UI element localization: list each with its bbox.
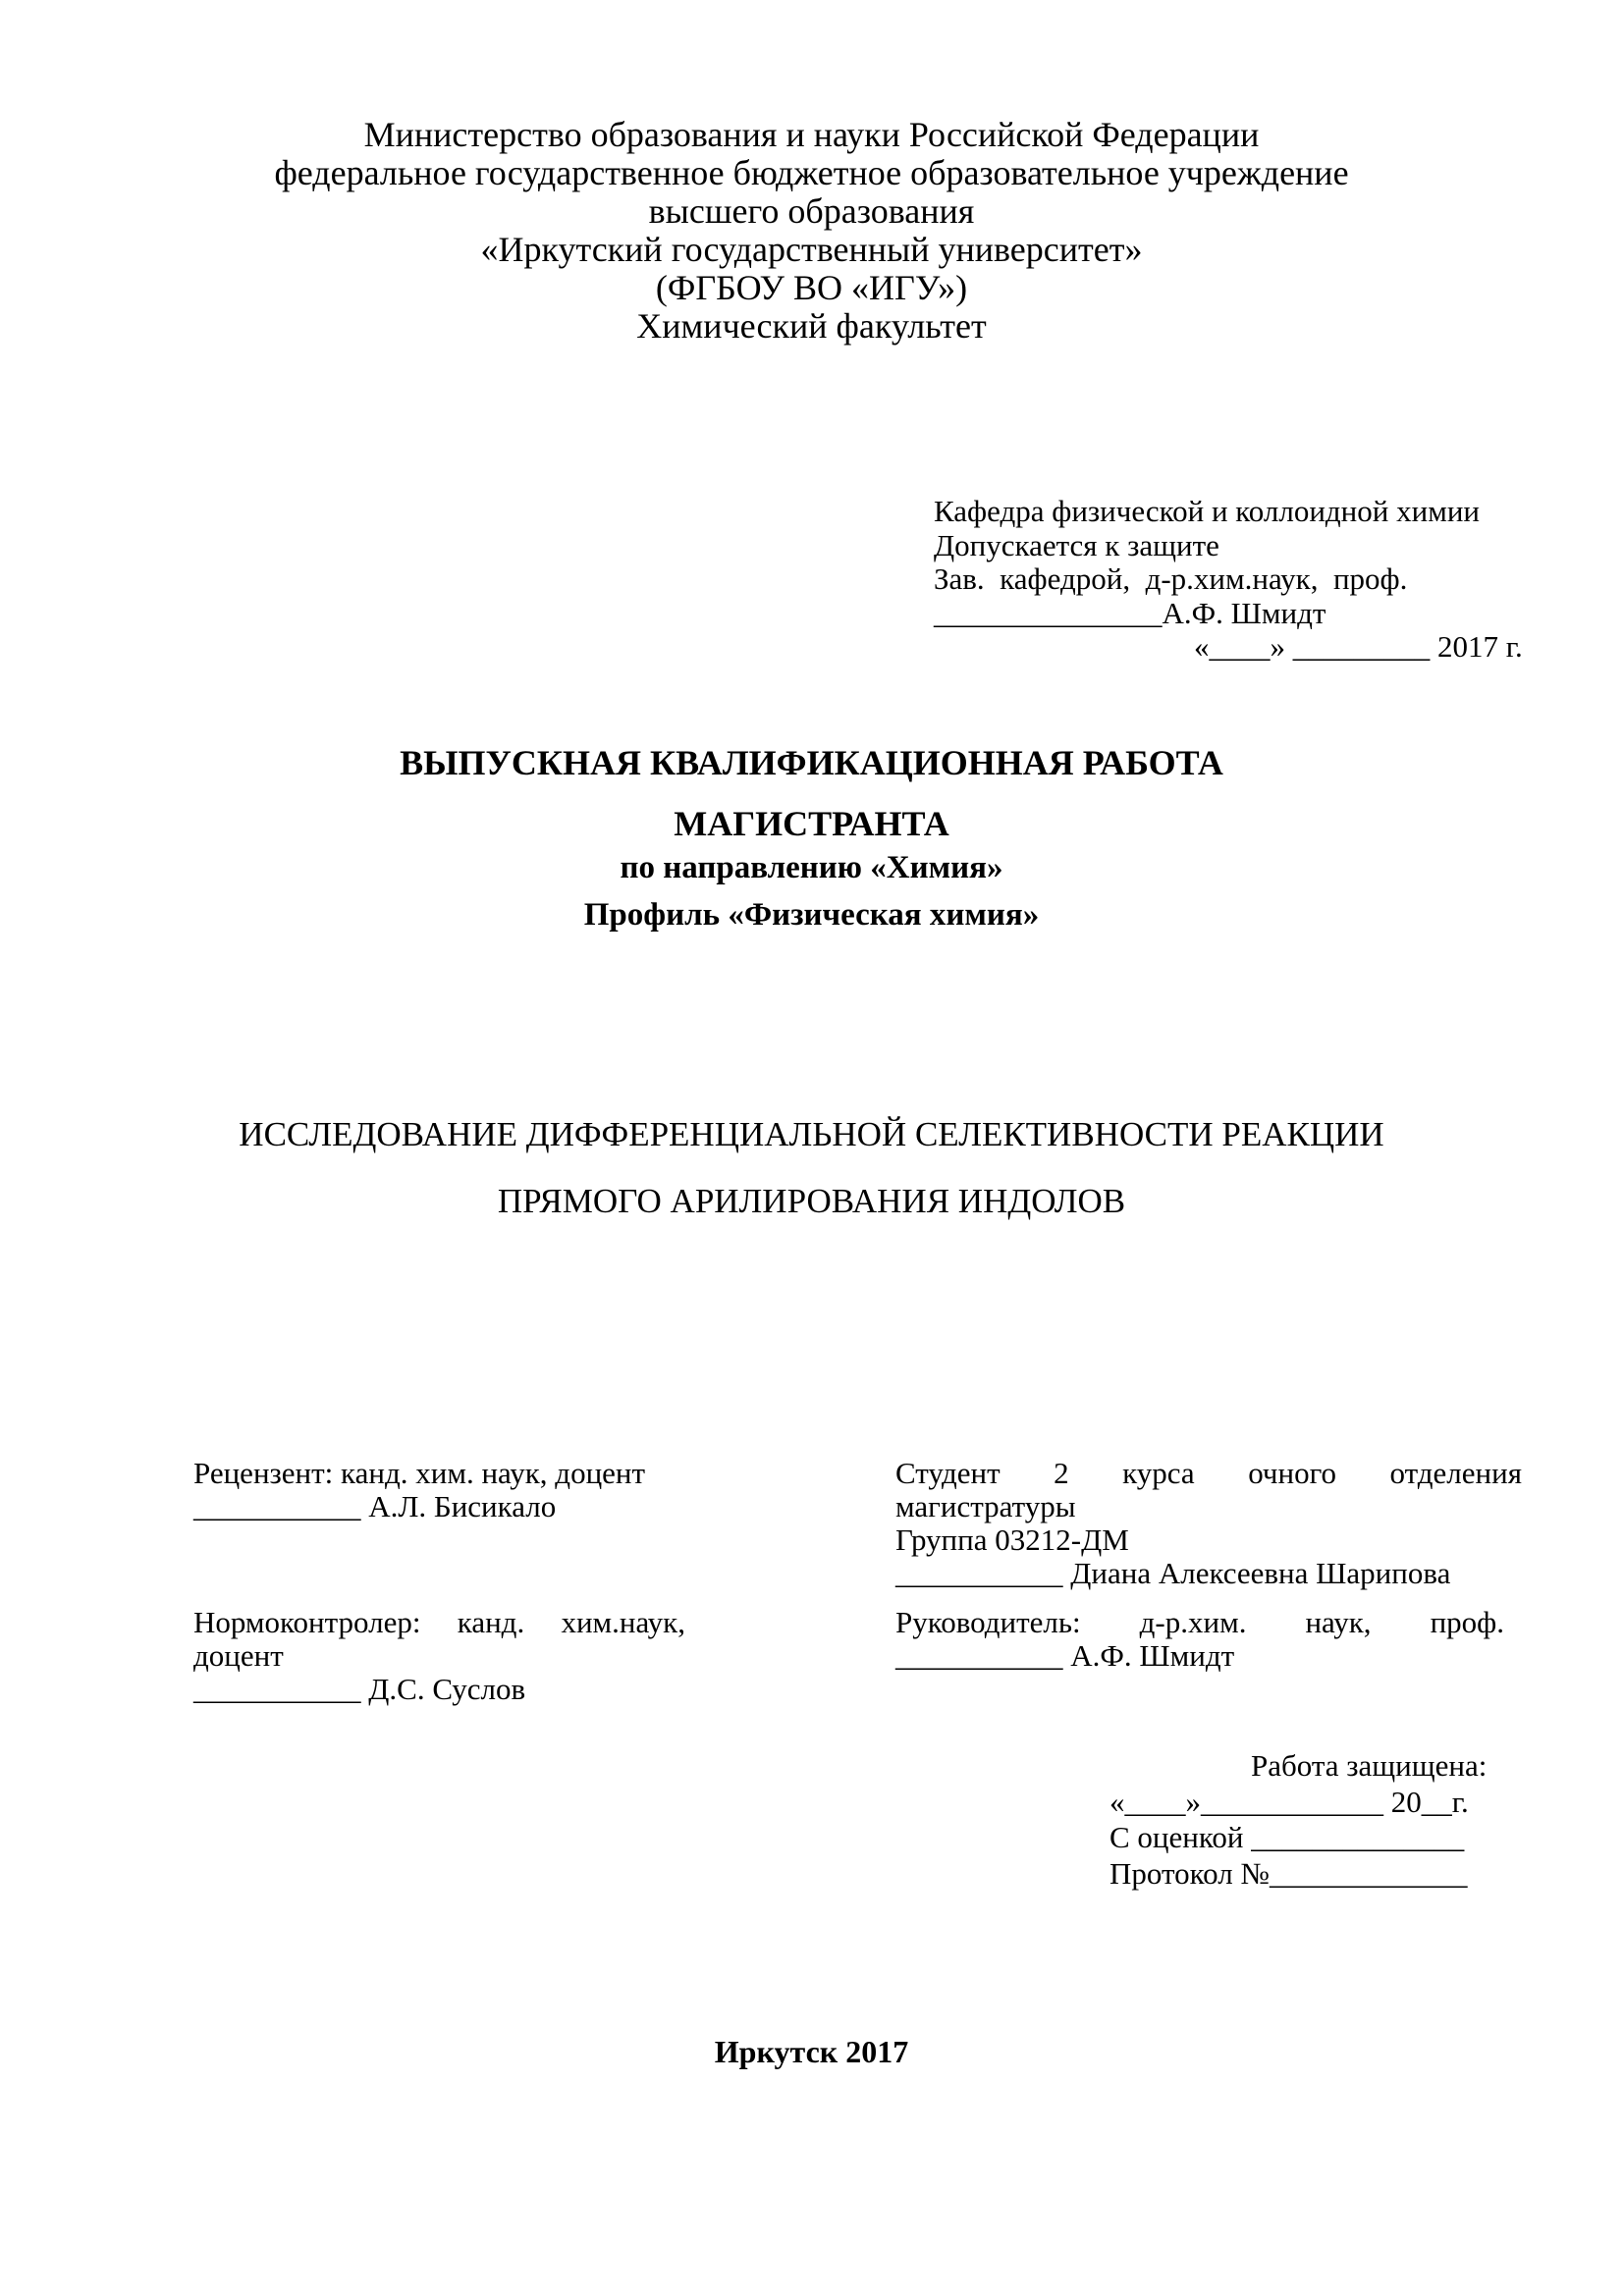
student-word: очного [1248, 1456, 1337, 1490]
supervisor-word: проф. [1430, 1605, 1504, 1639]
admitted-line: Допускается к защите [934, 527, 1219, 562]
reviewer-title: Рецензент: канд. хим. наук, доцент [193, 1456, 646, 1490]
supervisor-signature: ___________ А.Ф. Шмидт [895, 1638, 1235, 1673]
normcontrol-position: доцент [193, 1638, 284, 1673]
city-year: Иркутск 2017 [714, 2034, 909, 2069]
normcontrol-block [193, 1606, 685, 1706]
work-title-line2: МАГИСТРАНТА [674, 804, 949, 843]
institution-header [0, 116, 1623, 346]
normcontrol-word: канд. [457, 1605, 525, 1639]
student-word: отделения [1389, 1456, 1522, 1490]
student-program: магистратуры [895, 1489, 1076, 1523]
normcontrol-signature: ___________ Д.С. Суслов [193, 1672, 526, 1706]
topic-line1: ИССЛЕДОВАНИЕ ДИФФЕРЕНЦИАЛЬНОЙ СЕЛЕКТИВНОСТИ РЕАКЦИИ [239, 1115, 1384, 1153]
defense-grade: С оценкой ______________ [1109, 1820, 1465, 1854]
head-of-department-line: Зав. кафедрой, д-р.хим.наук, проф. [934, 561, 1408, 596]
reviewer-signature: ___________ А.Л. Бисикало [193, 1489, 557, 1523]
normcontrol-word: Нормоконтролер: [193, 1605, 421, 1639]
education-level-line: высшего образования [648, 191, 975, 231]
normcontrol-word: хим.наук, [561, 1605, 685, 1639]
supervisor-block [895, 1606, 1504, 1673]
ministry-line: Министерство образования и науки Российской Федерации [363, 115, 1260, 154]
head-signature-line: _______________А.Ф. Шмидт [934, 595, 1326, 630]
defense-status: Работа защищена: [1251, 1748, 1488, 1783]
faculty-line: Химический факультет [636, 306, 987, 346]
normcontrol-title [193, 1606, 685, 1639]
student-word: 2 [1054, 1456, 1069, 1490]
approval-date-line: «____» _________ 2017 г. [1194, 629, 1523, 664]
student-group: Группа 03212-ДМ [895, 1522, 1129, 1557]
student-block [895, 1457, 1522, 1590]
student-course-line [895, 1457, 1522, 1490]
supervisor-word: Руководитель: [895, 1605, 1081, 1639]
supervisor-word: д-р.хим. [1139, 1605, 1247, 1639]
student-word: Студент [895, 1456, 1001, 1490]
department-line: Кафедра физической и коллоидной химии [934, 494, 1481, 528]
profile-line: Профиль «Физическая химия» [583, 897, 1040, 933]
topic-line2: ПРЯМОГО АРИЛИРОВАНИЯ ИНДОЛОВ [497, 1182, 1126, 1220]
approval-block [934, 495, 1523, 665]
supervisor-word: наук, [1305, 1605, 1372, 1639]
defense-protocol: Протокол №_____________ [1109, 1855, 1468, 1891]
work-title-line1: ВЫПУСКНАЯ КВАЛИФИКАЦИОННАЯ РАБОТА [400, 743, 1223, 782]
institution-type-line: федеральное государственное бюджетное образовательное учреждение [274, 153, 1349, 192]
defense-date: «____»____________ 20__г. [1109, 1784, 1469, 1819]
direction-line: по направлению «Химия» [620, 850, 1003, 885]
student-signature: ___________ Диана Алексеевна Шарипова [895, 1556, 1451, 1590]
reviewer-block [193, 1457, 645, 1523]
student-word: курса [1122, 1456, 1195, 1490]
university-abbrev-line: (ФГБОУ ВО «ИГУ») [655, 268, 968, 307]
university-name-line: «Иркутский государственный университет» [480, 230, 1143, 269]
defense-block [1109, 1748, 1487, 1892]
supervisor-title [895, 1606, 1504, 1639]
